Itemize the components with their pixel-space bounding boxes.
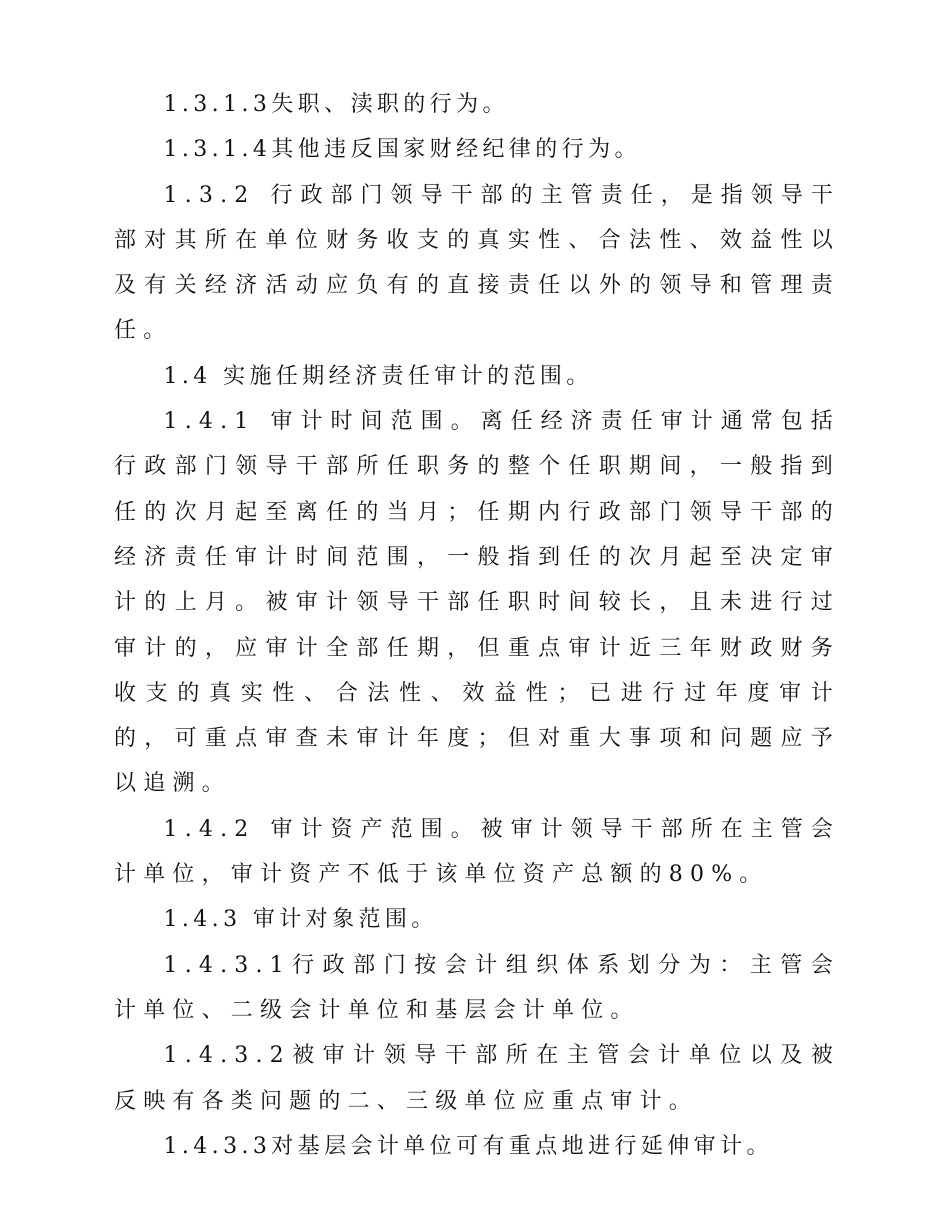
paragraph-1-4-3: 1.4.3 审计对象范围。	[163, 907, 438, 933]
paragraph-1-4-2: 1.4.2 审计资产范围。被审计领导干部所在主管会计单位，审计资产不低于该单位资产总额的80%。	[114, 816, 840, 888]
paragraph-1-3-1-3: 1.3.1.3失职、渎职的行为。	[163, 92, 509, 117]
paragraph-1-4-3-3: 1.4.3.3对基层会计单位可有重点地进行延伸审计。	[163, 1133, 773, 1159]
paragraph-1-4: 1.4 实施任期经济责任审计的范围。	[163, 363, 593, 389]
paragraph-1-4-3-1: 1.4.3.1行政部门按会计组织体系划分为：主管会计单位、二级会计单位和基层会计单位。	[114, 952, 840, 1023]
paragraph-1-4-3-2: 1.4.3.2被审计领导干部所在主管会计单位以及被反映有各类问题的二、三级单位应重点审计。	[114, 1043, 840, 1114]
paragraph-1-4-1: 1.4.1 审计时间范围。离任经济责任审计通常包括行政部门领导干部所任职务的整个任职期间，一般指到任的次月起至离任的当月；任期内行政部门领导干部的经济责任审计时间范围，一般指到任的次月起至决定审计的上月。被审计领导干部任职时间较长，且未进行过审计的，应审计全部任期，但重点审计近三年财政财务收支的真实性、合法性、效益性；已进行过年度审计的，可重点审查未审计年度；但对重大事项和问题应予以追溯。	[114, 409, 840, 797]
paragraph-1-3-2: 1.3.2 行政部门领导干部的主管责任，是指领导干部对其所在单位财务收支的真实性、合法性、效益性以及有关经济活动应负有的直接责任以外的领导和管理责任。	[114, 182, 840, 344]
document-body	[114, 82, 840, 1169]
paragraph-1-3-1-4: 1.3.1.4其他违反国家财经纪律的行为。	[163, 137, 641, 163]
